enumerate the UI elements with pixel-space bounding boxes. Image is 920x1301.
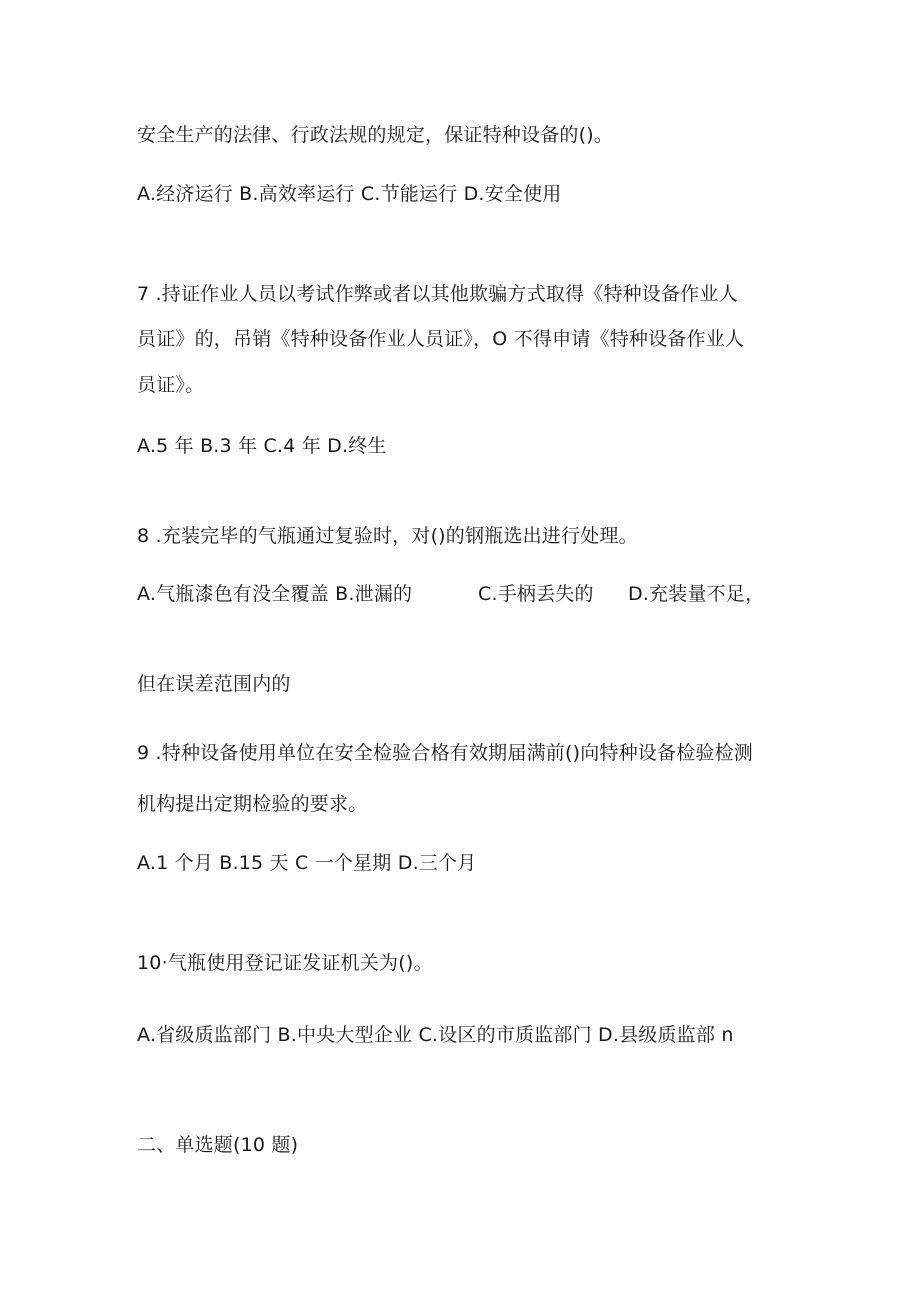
q8-option-d-continued: 但在误差范围内的 — [137, 673, 291, 695]
q8-stem: 8 .充装完毕的气瓶通过复验时，对()的钢瓶选出进行处理。 — [137, 525, 638, 547]
q7-stem-line-1: 7 .持证作业人员以考试作弊或者以其他欺骗方式取得《特种设备作业人 — [137, 283, 738, 305]
q7-stem-line-3: 员证》。 — [137, 374, 205, 396]
q7-stem-line-2: 员证》的，吊销《特种设备作业人员证》，O 不得申请《特种设备作业人 — [137, 328, 745, 350]
q8-option-ab: A.气瓶漆色有没全覆盖 B.泄漏的 — [137, 583, 413, 605]
q9-stem-line-2: 机构提出定期检验的要求。 — [137, 793, 368, 815]
q10-stem: 10·气瓶使用登记证发证机关为()。 — [137, 952, 433, 974]
q8-option-d: D.充装量不足， — [628, 583, 765, 605]
q10-options: A.省级质监部门 B.中央大型企业 C.设区的市质监部门 D.县级质监部 n — [137, 1024, 734, 1046]
q6-options: A.经济运行 B.高效率运行 C.节能运行 D.安全使用 — [137, 183, 562, 205]
q9-options: A.1 个月 B.15 天 C 一个星期 D.三个月 — [137, 852, 477, 874]
section-heading: 二、单选题(10 题) — [137, 1134, 299, 1156]
q8-option-c: C.手柄丢失的 — [478, 583, 594, 605]
q7-options: A.5 年 B.3 年 C.4 年 D.终生 — [137, 435, 387, 457]
q8-options-row — [137, 582, 817, 606]
q6-stem-tail: 安全生产的法律、行政法规的规定，保证特种设备的()。 — [137, 124, 614, 146]
q9-stem-line-1: 9 .特种设备使用单位在安全检验合格有效期届满前()向特种设备检验检测 — [137, 742, 753, 764]
